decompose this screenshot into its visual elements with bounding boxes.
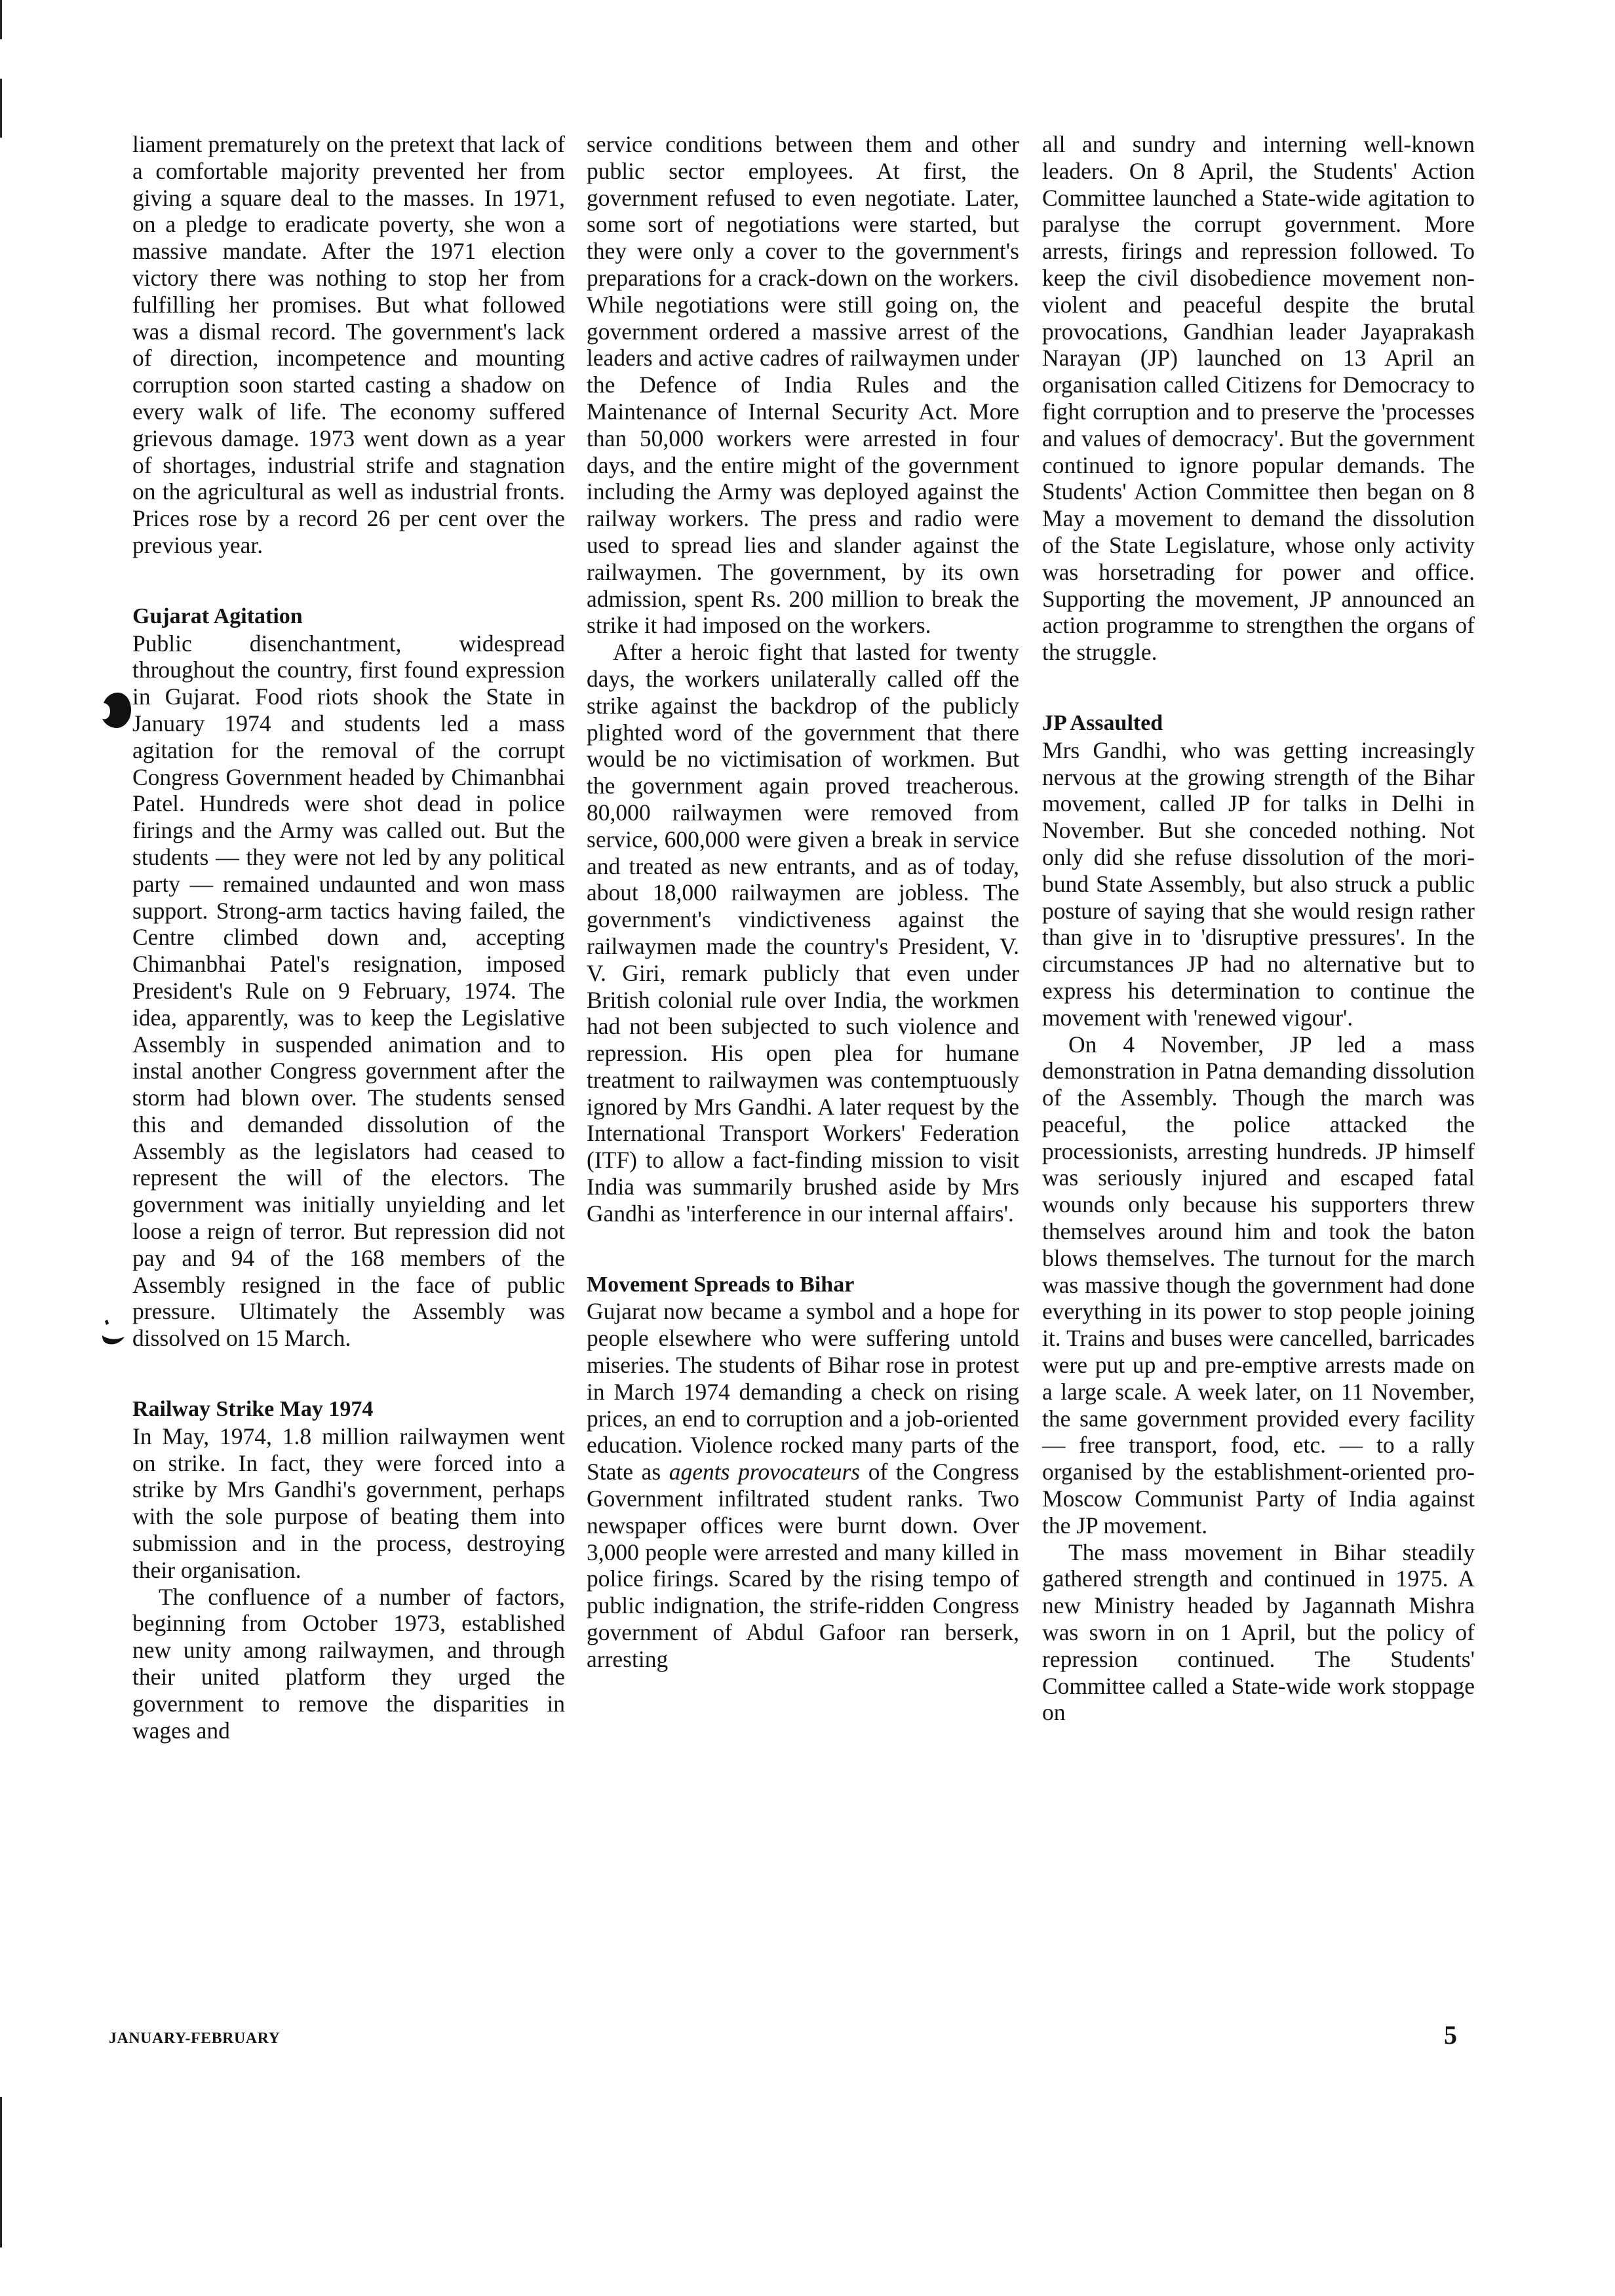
- paragraph: In May, 1974, 1.8 million railwaymen went on strike. In fact, they were forced into a strike by Mrs Gandhi's government, perhaps with the sole purpose of beating them into submission and in the process, destroying their organisation.: [132, 1423, 565, 1583]
- column-middle: [587, 131, 1019, 1673]
- column-left: [132, 131, 565, 1744]
- paragraph: On 4 November, JP led a mass demonstration in Patna demanding dissolution of the Assembly. Though the march was peaceful, the police attacked the processionists, arresting hundreds. JP himself was seriously injured and escaped fatal wounds only because his supporters threw themselves around him and took the baton blows themselves. The turnout for the march was massive though the government had done everything in its power to stop people joining it. Trains and buses were cancelled, barricades were put up and pre-emptive arrests made on a large scale. A week later, on 11 November, the same government provided every facility — free transport, food, etc. — to a rally organised by the establishment-oriented pro-Moscow Communist Party of India against the JP movement.: [1042, 1031, 1475, 1539]
- column-right: [1042, 131, 1475, 1726]
- scan-edge-mark-bottom: [0, 2097, 2, 2248]
- emphasis-text: agents provocateurs: [669, 1459, 861, 1485]
- section-heading-gujarat-agitation: Gujarat Agitation: [132, 603, 303, 628]
- paragraph: liament prematurely on the pretext that lack of a comfortable majority prevented her from giving a square deal to the masses. In 1971, on a pledge to eradicate poverty, she won a massive mandate. After the 1971 election victory there was nothing to stop her from fulfilling her promises. But what followed was a dismal record. The government's lack of direction, incompetence and mounting corruption soon started casting a shadow on every walk of life. The economy suffered grievous damage. 1973 went down as a year of shortages, industrial strife and stagnation on the agricultural as well as industrial fronts. Prices rose by a record 26 per cent over the previous year.: [132, 131, 565, 558]
- punch-hole-bottom: [98, 1317, 132, 1356]
- paragraph: Public disenchantment, widespread throughout the country, first found expression in Gujarat. Food riots shook the State in January 1974 and students led a mass agitation for the removal of the corrupt Congress Government headed by Chimanbhai Patel. Hundreds were shot dead in police firings and the Army was called out. But the students — they were not led by any political party — remained undaunted and won mass support. Strong-arm tactics having failed, the Centre climbed down and, accepting Chimanbhai Patel's resignation, imposed President's Rule on 9 February, 1974. The idea, apparently, was to keep the Legislative Assembly in suspended animation and to instal another Congress government after the storm had blown over. The students sensed this and demanded dissolution of the Assembly as the legislators had ceased to represent the will of the electors. The government was initially unyielding and let loose a reign of terror. But repression did not pay and 94 of the 168 members of the Assembly resigned in the face of public pressure. Ultimately the Assembly was dissolved on 15 March.: [132, 630, 565, 1352]
- paragraph: The confluence of a number of factors, beginning from October 1973, established new unity among railwaymen, and through their united platform they urged the government to remove the disparities in wages and: [132, 1583, 565, 1744]
- paragraph: [587, 1298, 1019, 1672]
- paragraph: all and sundry and interning well-known leaders. On 8 April, the Students' Action Committee launched a State-wide agitation to paralyse the corrupt government. More arrests, firings and repression followed. To keep the civil disobedience movement non-violent and peaceful despite the brutal provocations, Gandhian leader Jayaprakash Narayan (JP) launched on 13 April an organisation called Citizens for Democracy to fight corruption and to preserve the 'processes and values of democracy'. But the government continued to ignore popular demands. The Students' Action Committee then began on 8 May a movement to demand the dissolution of the State Legislature, whose only activity was horsetrading for power and office. Supporting the movement, JP announced an action programme to strengthen the organs of the struggle.: [1042, 131, 1475, 666]
- paragraph: After a heroic fight that lasted for twenty days, the workers unilaterally called off the strike against the backdrop of the publicly plighted word of the government that there would be no victimisation of workmen. But the government again proved treacherous. 80,000 railwaymen were removed from service, 600,000 were given a break in service and treated as new entrants, and as of today, about 18,000 railwaymen are jobless. The government's vindictiveness against the railwaymen made the country's President, V. V. Giri, remark publicly that even under British colonial rule over India, the workmen had not been subjected to such violence and repression. His open plea for humane treatment to railwaymen was contemptuously ignored by Mrs Gandhi. A later request by the International Transport Workers' Federation (ITF) to allow a fact-finding mission to visit India was summarily brushed aside by Mrs Gandhi as 'interference in our internal affairs'.: [587, 639, 1019, 1227]
- punch-hole-top: [98, 691, 132, 731]
- paragraph: The mass movement in Bihar steadily gathered strength and continued in 1975. A new Ministry headed by Jagannath Mishra was sworn in on 1 April, but the policy of repression continued. The Students' Committee called a State-wide work stoppage on: [1042, 1539, 1475, 1726]
- section-heading-jp-assaulted: JP Assaulted: [1042, 710, 1163, 735]
- section-heading-movement-spreads-to-bihar: Movement Spreads to Bihar: [587, 1272, 855, 1297]
- paragraph: service conditions between them and other public sector employees. At first, the government refused to even negotiate. Later, some sort of negotiations were started, but they were only a cover to the government's preparations for a crack-down on the workers. While negotiations were still going on, the government ordered a massive arrest of the leaders and active cadres of railwaymen under the Defence of India Rules and the Maintenance of Internal Security Act. More than 50,000 workers were arrested in four days, and the entire might of the government including the Army was deployed against the railway workers. The press and radio were used to spread lies and slander against the railwaymen. The government, by its own admission, spent Rs. 200 million to break the strike it had imposed on the workers.: [587, 131, 1019, 639]
- scan-edge-mark-mid: [0, 79, 2, 138]
- page-number: 5: [1444, 2020, 1457, 2050]
- paragraph: Mrs Gandhi, who was getting increasingly nervous at the growing strength of the Bihar movement, called JP for talks in Delhi in November. But she conceded nothing. Not only did she refuse dissolution of the moribund State Assembly, but also struck a public posture of saying that she would resign rather than give in to 'disruptive pressures'. In the circumstances JP had no alternative but to express his determination to continue the movement with 'renewed vigour'.: [1042, 737, 1475, 1031]
- issue-label: JANUARY-FEBRUARY: [109, 2030, 281, 2047]
- paragraph-text: Gujarat now became a symbol and a hope for people elsewhere who were suffering untold miseries. The students of Bihar rose in protest in March 1974 demanding a check on rising prices, an end to corruption and a job-oriented education. Violence rocked many parts of the State as: [587, 1298, 1019, 1485]
- paragraph-text: of the Congress Government infiltrated student ranks. Two newspaper offices were burnt down. Over 3,000 people were arrested and many killed in police firings. Scared by the rising tempo of public indignation, the strife-ridden Congress government of Abdul Gafoor ran berserk, arresting: [587, 1459, 1019, 1672]
- section-heading-railway-strike: Railway Strike May 1974: [132, 1397, 374, 1422]
- scan-edge-mark-top: [0, 0, 2, 39]
